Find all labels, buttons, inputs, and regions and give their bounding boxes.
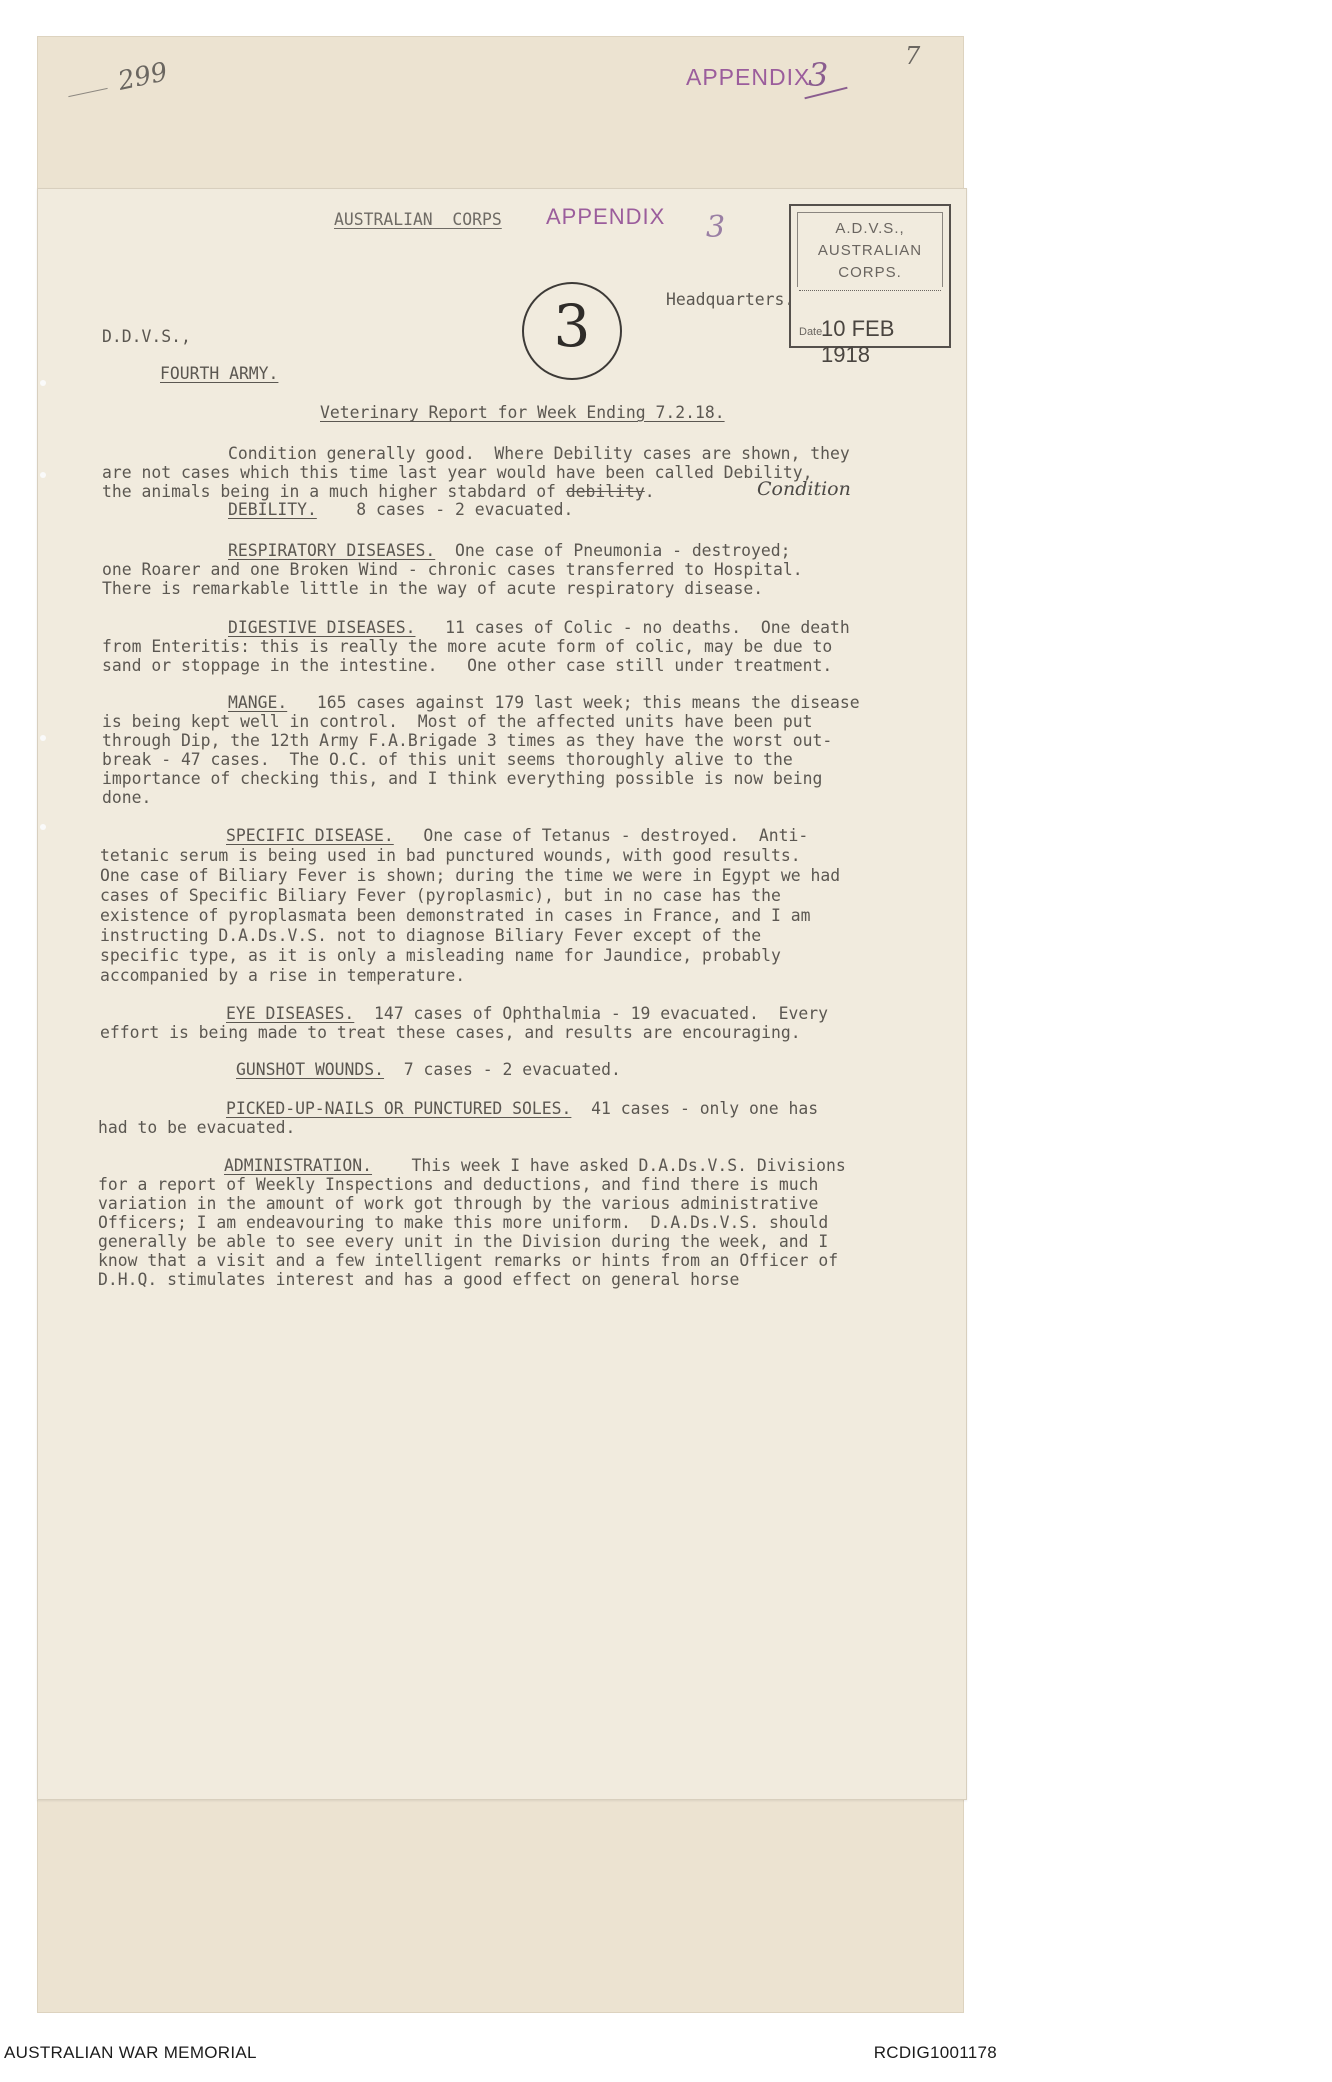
specific-line-7: specific type, as it is only a misleading name for Jaundice, probably [100,946,781,965]
specific-line-6: instructing D.A.Ds.V.S. not to diagnose Biliary Fever except of the [100,926,762,945]
digestive-line-2: from Enteritis: this is really the more acute form of colic, may be due to [102,637,833,656]
stamp-line-2: AUSTRALIAN [817,242,923,259]
footer-institution: AUSTRALIAN WAR MEMORIAL [4,2043,257,2062]
handwritten-correction: Condition [757,478,851,500]
stamp-date: 10 FEB 1918 [821,316,895,367]
appendix-stamp: APPENDIX [546,204,666,229]
digestive-line-1: DIGESTIVE DISEASES. 11 cases of Colic - no deaths. One death [228,618,850,637]
respiratory-line-3: There is remarkable little in the way of acute respiratory disease. [102,579,764,598]
punch-hole [40,380,46,386]
headquarters-label: Headquarters. [666,290,795,309]
back-appendix-handwritten-number: 3 [808,56,829,94]
specific-line-5: existence of pyroplasmata been demonstrated in cases in France, and I am [100,906,811,925]
struck-word: debility [565,482,645,501]
page-number: 7 [905,42,921,70]
specific-line-4: cases of Specific Biliary Fever (pyroplasmic), but in no case has the [100,886,781,905]
punch-hole [40,824,46,830]
specific-line-8: accompanied by a rise in temperature. [100,966,466,985]
mange-heading: MANGE. [228,693,288,712]
punch-hole [40,735,46,741]
mange-line-3: through Dip, the 12th Army F.A.Brigade 3 times as they have the worst out- [102,731,833,750]
mange-line-5: importance of checking this, and I think everything possible is now being [102,769,823,788]
nails-line-1: PICKED-UP-NAILS OR PUNCTURED SOLES. 41 cases - only one has [226,1099,819,1118]
debility-heading: DEBILITY. [228,500,317,519]
specific-line-1: SPECIFIC DISEASE. One case of Tetanus - destroyed. Anti- [226,826,809,845]
admin-line-6: know that a visit and a few intelligent remarks or hints from an Officer of [98,1251,839,1270]
admin-heading: ADMINISTRATION. [224,1156,373,1175]
mange-line-2: is being kept well in control. Most of the affected units have been put [102,712,813,731]
footer-record-id: RCDIG1001178 [873,2043,997,2062]
admin-line-1: ADMINISTRATION. This week I have asked D.A.Ds.V.S. Divisions [224,1156,846,1175]
stamp-date-label: Date [799,326,823,338]
mange-line-4: break - 47 cases. The O.C. of this unit seems thoroughly alive to the [102,750,793,769]
eye-heading: EYE DISEASES. [226,1004,355,1023]
report-title: Veterinary Report for Week Ending 7.2.18. [320,403,725,422]
nails-line-2: had to be evacuated. [98,1118,296,1137]
gunshot-heading: GUNSHOT WOUNDS. [236,1060,385,1079]
corps-heading: AUSTRALIAN CORPS [334,210,502,229]
pencil-archive-number: 299 [115,57,171,97]
admin-line-7: D.H.Q. stimulates interest and has a good effect on general horse [98,1270,740,1289]
respiratory-line-1: RESPIRATORY DISEASES. One case of Pneumonia - destroyed; [228,541,791,560]
nails-heading: PICKED-UP-NAILS OR PUNCTURED SOLES. [226,1099,572,1118]
admin-line-2: for a report of Weekly Inspections and deductions, and find there is much [98,1175,819,1194]
eye-line-1: EYE DISEASES. 147 cases of Ophthalmia - 19 evacuated. Every [226,1004,828,1023]
mange-line-6: done. [102,788,152,807]
stamp-line-3: CORPS. [838,264,902,281]
handwritten-number: 3 [706,210,726,245]
debility-text: 8 cases - 2 evacuated. [356,500,574,519]
condition-line-1: Condition generally good. Where Debility cases are shown, they [228,444,850,463]
received-stamp [789,204,951,367]
circled-number: 3 [522,282,622,380]
digestive-heading: DIGESTIVE DISEASES. [228,618,416,637]
specific-line-2: tetanic serum is being used in bad punctured wounds, with good results. [100,846,801,865]
respiratory-line-2: one Roarer and one Broken Wind - chronic cases transferred to Hospital. [102,560,803,579]
gunshot-line [236,1060,621,1079]
respiratory-heading: RESPIRATORY DISEASES. [228,541,436,560]
admin-line-5: generally be able to see every unit in the Division during the week, and I [98,1232,829,1251]
eye-line-2: effort is being made to treat these cases, and results are encouraging. [100,1023,801,1042]
condition-line-3: the animals being in a much higher stabdard of debility. [102,482,655,501]
punch-hole [40,472,46,478]
gunshot-text: 7 cases - 2 evacuated. [403,1060,621,1079]
specific-heading: SPECIFIC DISEASE. [226,826,394,845]
addressee: D.D.V.S., [102,327,191,346]
debility-line [228,500,573,519]
admin-line-4: Officers; I am endeavouring to make this more uniform. D.A.Ds.V.S. should [98,1213,829,1232]
mange-line-1: MANGE. 165 cases against 179 last week; this means the disease [228,693,860,712]
stamp-divider [799,290,941,291]
condition-line-2: are not cases which this time last year would have been called Debility, [102,463,813,482]
stamp-line-1: A.D.V.S., [835,220,905,237]
back-appendix-stamp: APPENDIX [686,64,811,90]
addressee-army: FOURTH ARMY. [160,364,279,383]
digestive-line-3: sand or stoppage in the intestine. One other case still under treatment. [102,656,833,675]
specific-line-3: One case of Biliary Fever is shown; during the time we were in Egypt we had [100,866,841,885]
front-sheet [37,188,967,1800]
admin-line-3: variation in the amount of work got through by the various administrative [98,1194,819,1213]
